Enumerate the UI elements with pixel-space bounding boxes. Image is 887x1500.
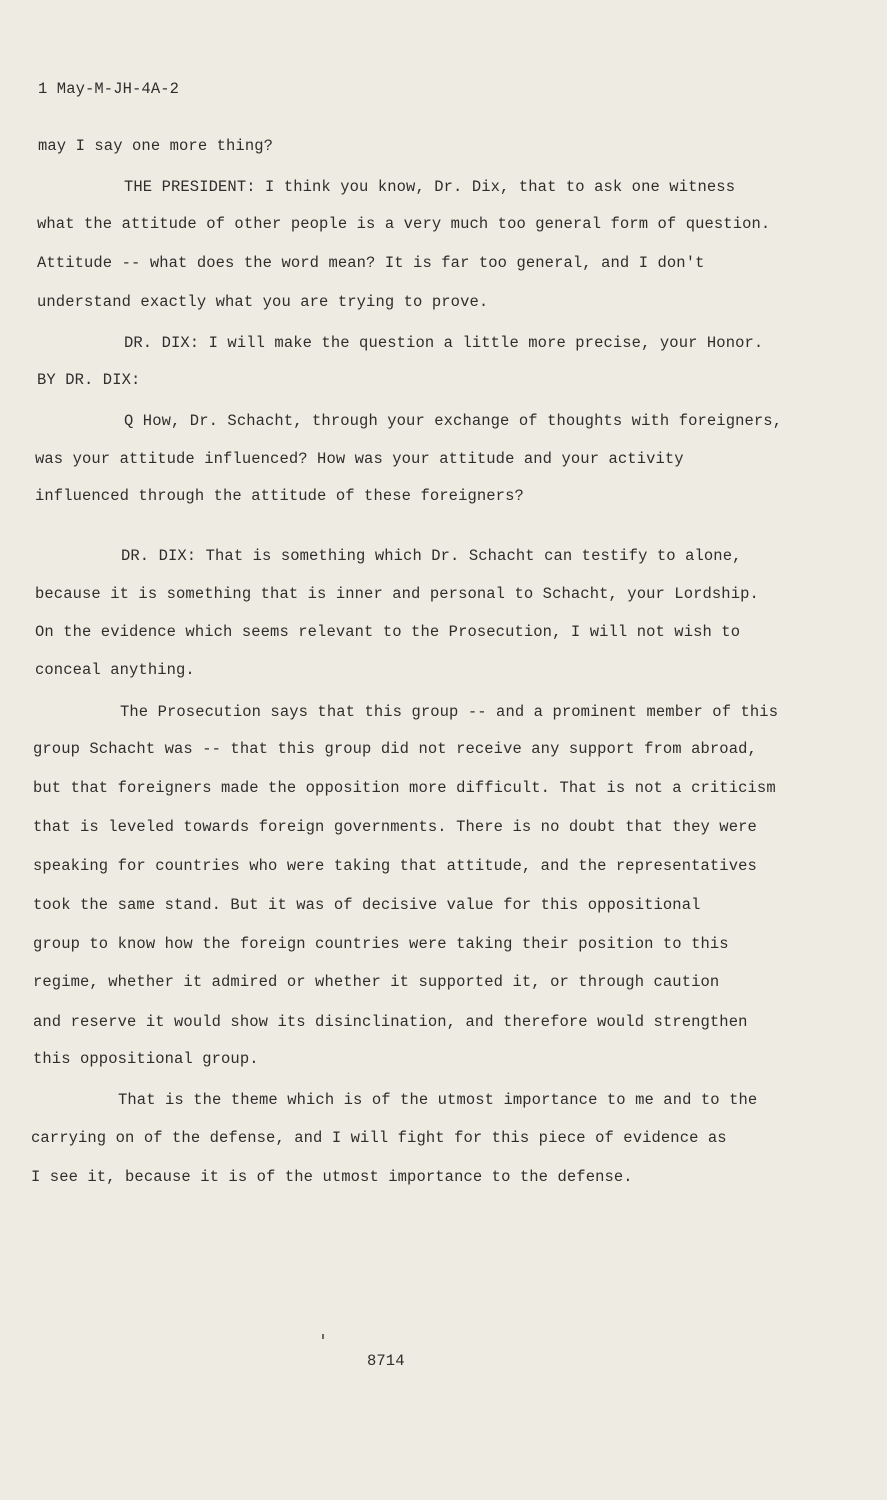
text-line: The Prosecution says that this group -- and a prominent member of this (120, 703, 779, 721)
text-line: and reserve it would show its disinclination, and therefore would strengthen (33, 1013, 748, 1031)
text-line: group Schacht was -- that this group did not receive any support from abroad, (33, 740, 757, 758)
text-line: speaking for countries who were taking that attitude, and the representatives (33, 857, 757, 875)
text-line: but that foreigners made the opposition more difficult. That is not a criticism (33, 779, 776, 797)
text-line: that is leveled towards foreign governments. There is no doubt that they were (33, 818, 757, 836)
text-line: On the evidence which seems relevant to the Prosecution, I will not wish to (35, 623, 741, 641)
text-line: this oppositional group. (33, 1050, 259, 1068)
text-line: understand exactly what you are trying to prove. (37, 293, 489, 311)
text-line: regime, whether it admired or whether it supported it, or through caution (33, 973, 720, 991)
header-id: 1 May-M-JH-4A-2 (38, 80, 180, 98)
text-line: may I say one more thing? (38, 137, 274, 155)
text-line: influenced through the attitude of these foreigners? (35, 487, 524, 505)
text-line: DR. DIX: I will make the question a little more precise, your Honor. (124, 334, 764, 352)
text-line: DR. DIX: That is something which Dr. Schacht can testify to alone, (121, 547, 742, 565)
text-line: I see it, because it is of the utmost importance to the defense. (31, 1168, 633, 1186)
text-line: THE PRESIDENT: I think you know, Dr. Dix, that to ask one witness (124, 178, 736, 196)
text-line: was your attitude influenced? How was your attitude and your activity (35, 450, 684, 468)
text-line: Q How, Dr. Schacht, through your exchange of thoughts with foreigners, (124, 412, 783, 430)
text-line: That is the theme which is of the utmost importance to me and to the (118, 1091, 758, 1109)
text-line: conceal anything. (35, 661, 195, 679)
text-line: group to know how the foreign countries were taking their position to this (33, 935, 729, 953)
stray-mark (322, 1334, 324, 1339)
text-line: BY DR. DIX: (37, 371, 141, 389)
text-line: Attitude -- what does the word mean? It is far too general, and I don't (37, 254, 705, 272)
text-line: what the attitude of other people is a very much too general form of question. (37, 215, 771, 233)
text-line: because it is something that is inner and personal to Schacht, your Lordship. (35, 585, 759, 603)
page-number: 8714 (367, 1352, 405, 1370)
text-line: carrying on of the defense, and I will fight for this piece of evidence as (31, 1129, 727, 1147)
text-line: took the same stand. But it was of decisive value for this oppositional (33, 896, 701, 914)
